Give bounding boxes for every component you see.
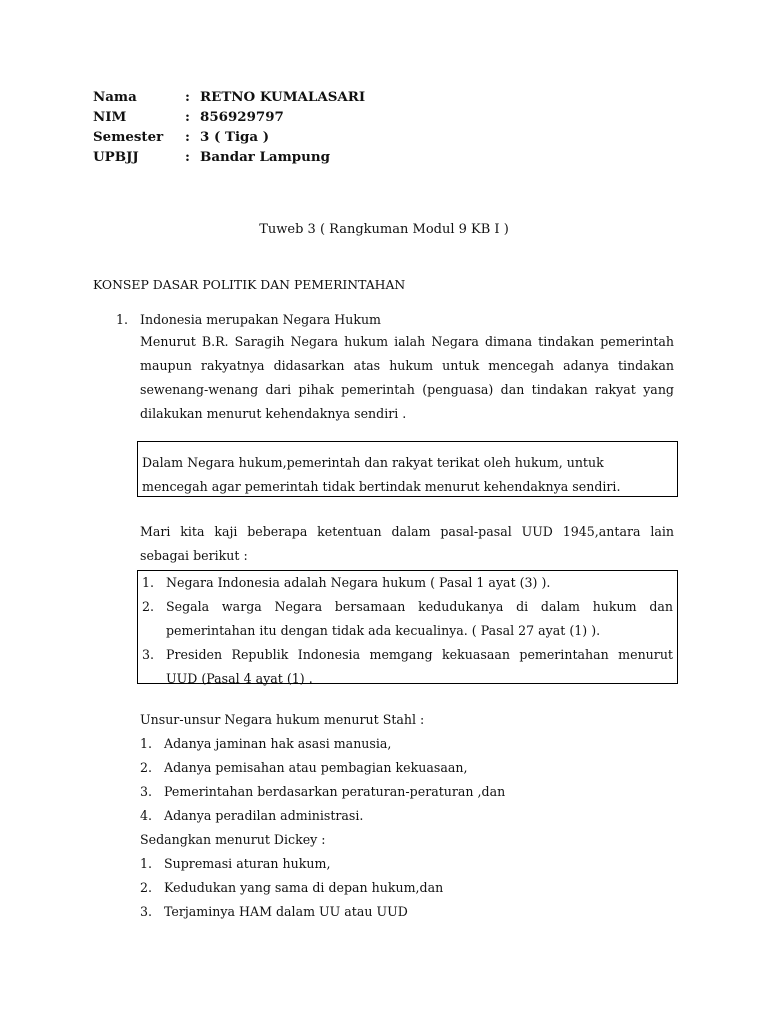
section-1-title: Indonesia merupakan Negara Hukum bbox=[140, 312, 381, 327]
list-item bbox=[140, 852, 674, 876]
list-item-text: Presiden Republik Indonesia memgang kekuasaan pemerintahan menurut UUD (Pasal 4 ayat (1) . bbox=[166, 647, 673, 686]
info-label: Semester bbox=[93, 129, 164, 145]
info-colon: : bbox=[185, 149, 190, 165]
list-item-number: 1. bbox=[140, 736, 153, 751]
list-item bbox=[142, 643, 673, 691]
uud-intro-paragraph: Mari kita kaji beberapa ketentuan dalam pasal-pasal UUD 1945,antara lain sebagai berikut : bbox=[140, 524, 674, 563]
list-item-text: Pemerintahan berdasarkan peraturan-peraturan ,dan bbox=[164, 784, 506, 799]
list-item-number: 3. bbox=[140, 904, 153, 919]
info-row-nim bbox=[93, 107, 365, 127]
info-row-semester bbox=[93, 127, 365, 147]
list-item bbox=[142, 595, 673, 643]
list-item-text: Supremasi aturan hukum, bbox=[164, 856, 331, 871]
stahl-title: Unsur-unsur Negara hukum menurut Stahl : bbox=[140, 712, 425, 727]
info-value: RETNO KUMALASARI bbox=[200, 89, 366, 105]
summary-box: Dalam Negara hukum,pemerintah dan rakyat terikat oleh hukum, untuk mencegah agar pemerintah tidak bertindak menurut kehendaknya sendiri. bbox=[137, 441, 678, 497]
list-item bbox=[142, 571, 673, 595]
list-item-number: 3. bbox=[140, 784, 153, 799]
info-value: 3 ( Tiga ) bbox=[200, 129, 270, 145]
list-item-text: Adanya peradilan administrasi. bbox=[164, 808, 364, 823]
stahl-elements bbox=[140, 708, 674, 924]
section-1 bbox=[116, 310, 674, 426]
list-item-text: Adanya jaminan hak asasi manusia, bbox=[164, 736, 392, 751]
list-item-text: Terjaminya HAM dalam UU atau UUD bbox=[164, 904, 408, 919]
list-item-number: 2. bbox=[142, 599, 155, 614]
info-colon: : bbox=[185, 129, 190, 145]
info-label: Nama bbox=[93, 89, 137, 105]
list-item bbox=[140, 780, 674, 804]
info-row-upbjj bbox=[93, 147, 365, 167]
info-value: Bandar Lampung bbox=[200, 149, 330, 165]
list-item bbox=[140, 876, 674, 900]
document-title: Tuweb 3 ( Rangkuman Modul 9 KB I ) bbox=[259, 222, 509, 237]
section-1-paragraph: Menurut B.R. Saragih Negara hukum ialah Negara dimana tindakan pemerintah maupun rakyatnya didasarkan atas hukum untuk mencegah adanya tindakan sewenang-wenang dari pihak pemerintah (penguasa) dan tindakan rakyat yang dilakukan menurut kehendaknya sendiri . bbox=[140, 334, 674, 421]
info-value: 856929797 bbox=[200, 109, 284, 125]
list-item-number: 2. bbox=[140, 880, 153, 895]
list-item-number: 4. bbox=[140, 808, 153, 823]
uud-articles-box bbox=[137, 570, 678, 684]
list-item-text: Segala warga Negara bersamaan kedudukanya di dalam hukum dan pemerintahan itu dengan tidak ada kecualinya. ( Pasal 27 ayat (1) ). bbox=[166, 599, 673, 638]
section-1-number: 1. bbox=[116, 312, 129, 327]
list-item bbox=[140, 804, 674, 828]
list-item bbox=[140, 732, 674, 756]
info-label: NIM bbox=[93, 109, 127, 125]
info-row-nama bbox=[93, 87, 365, 107]
list-item bbox=[140, 756, 674, 780]
dickey-title: Sedangkan menurut Dickey : bbox=[140, 832, 326, 847]
list-item bbox=[140, 900, 674, 924]
info-label: UPBJJ bbox=[93, 149, 139, 165]
info-colon: : bbox=[185, 109, 190, 125]
list-item-number: 1. bbox=[142, 575, 155, 590]
list-item-number: 3. bbox=[142, 647, 155, 662]
list-item-number: 1. bbox=[140, 856, 153, 871]
section-heading: KONSEP DASAR POLITIK DAN PEMERINTAHAN bbox=[93, 277, 406, 292]
student-info bbox=[93, 87, 365, 167]
list-item-text: Negara Indonesia adalah Negara hukum ( Pasal 1 ayat (3) ). bbox=[166, 575, 551, 590]
list-item-text: Adanya pemisahan atau pembagian kekuasaan, bbox=[164, 760, 468, 775]
section-1-title-row bbox=[116, 310, 674, 330]
list-item-text: Kedudukan yang sama di depan hukum,dan bbox=[164, 880, 444, 895]
info-colon: : bbox=[185, 89, 190, 105]
list-item-number: 2. bbox=[140, 760, 153, 775]
